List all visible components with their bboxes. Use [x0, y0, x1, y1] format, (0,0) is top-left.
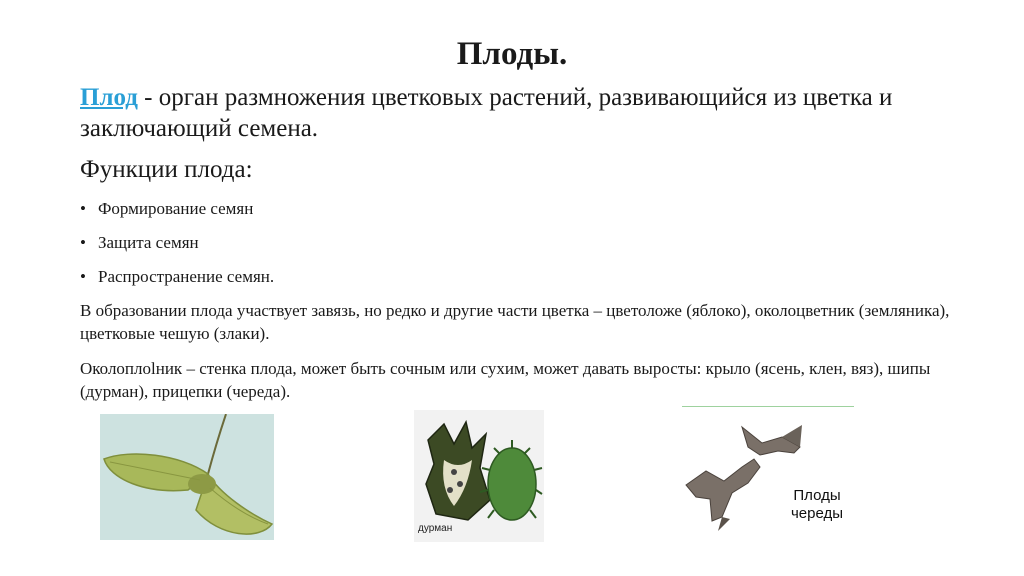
list-item [80, 266, 274, 300]
bidens-caption [780, 487, 854, 523]
list-item [80, 198, 274, 232]
list-item-text: Защита семян [98, 233, 199, 252]
functions-list [80, 198, 274, 300]
list-item [80, 232, 274, 266]
maple-samara-image [100, 414, 274, 540]
definition-text: - орган размножения цветковых растений, развивающийся из цветка и заключающий семена. [80, 84, 893, 142]
definition [80, 82, 960, 144]
datura-image [414, 410, 544, 542]
paragraph-formation: В образовании плода участвует завязь, но редко и другие части цветка – цветоложе (яблоко), околоцветник (земляника), цветковые чешую (злаки). [80, 301, 950, 343]
paragraph-pericarp: Околоплоlник – стенка плода, может быть сочным или сухим, может давать выросты: крыло (ясень, клен, вяз), шипы (дурман), прицепки (череда). [80, 359, 931, 401]
bidens-caption-line1: Плоды [793, 487, 841, 504]
bullet-icon: • [80, 233, 86, 252]
bullet-icon: • [80, 267, 86, 286]
functions-heading: Функции плода: [80, 156, 253, 183]
bidens-bur-image [682, 406, 854, 543]
bidens-caption-line2: череды [790, 505, 844, 522]
term-link[interactable]: Плод [80, 84, 138, 111]
datura-caption: дурман [418, 523, 453, 534]
slide-title: Плоды. [456, 36, 568, 72]
list-item-text: Распространение семян. [98, 267, 275, 286]
list-item-text: Формирование семян [98, 199, 254, 218]
maple-samara-drawing [100, 414, 274, 540]
bullet-icon: • [80, 199, 86, 218]
